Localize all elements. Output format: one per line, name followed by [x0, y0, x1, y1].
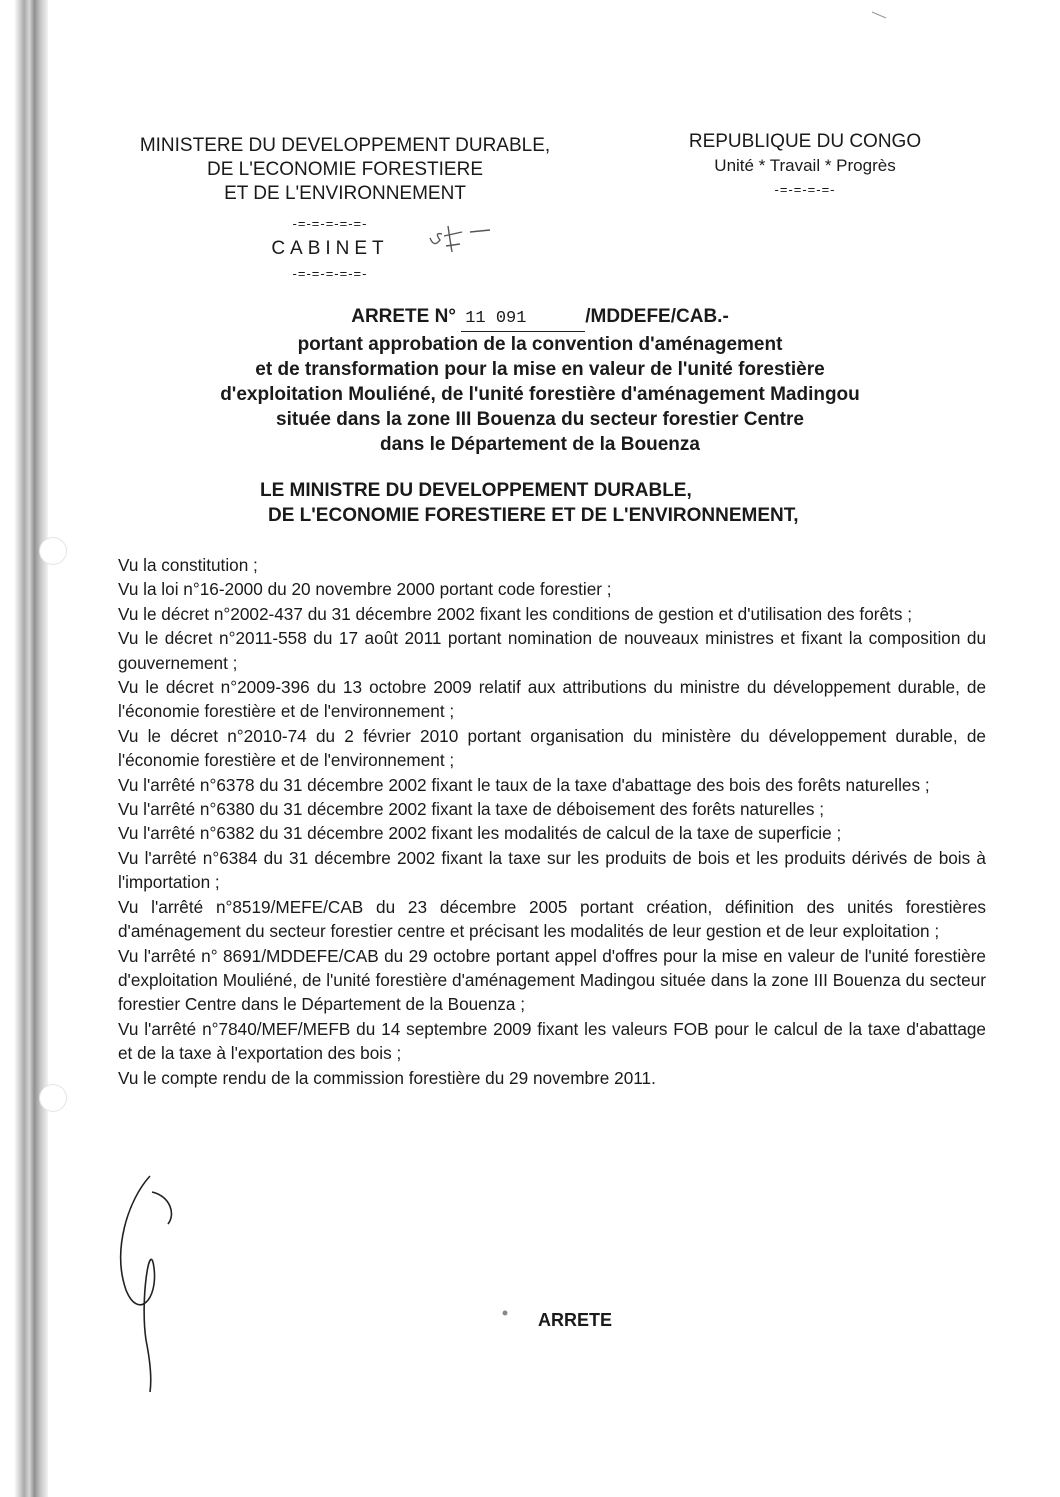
- ministry-line-1: MINISTERE DU DEVELOPPEMENT DURABLE,: [139, 135, 551, 156]
- punch-hole-bottom: [40, 1085, 66, 1111]
- republic-separator: -=-=-=-=-: [774, 182, 836, 197]
- republic-name: REPUBLIQUE DU CONGO: [688, 131, 922, 152]
- consideration-item: Vu le décret n°2009-396 du 13 octobre 2009 relatif aux attributions du ministre du développement durable, de l'économie forestière et de l'environnement ;: [118, 677, 986, 722]
- consideration-item: Vu le compte rendu de la commission forestière du 29 novembre 2011.: [118, 1067, 656, 1088]
- consideration-item: Vu l'arrêté n°6378 du 31 décembre 2002 fixant le taux de la taxe d'abattage des bois des forêts naturelles ;: [118, 774, 930, 795]
- consideration-item: Vu le décret n°2010-74 du 2 février 2010 portant organisation du ministère du développement durable, de l'économie forestière et de l'environnement ;: [118, 725, 986, 771]
- minister-heading: [260, 478, 900, 528]
- republic-motto: Unité * Travail * Progrès: [714, 156, 896, 175]
- minister-line-1: LE MINISTRE DU DEVELOPPEMENT DURABLE,: [260, 480, 692, 501]
- consideration-item: Vu l'arrêté n°7840/MEF/MEFB du 14 septembre 2009 fixant les valeurs FOB pour le calcul de la taxe d'abattage et de la taxe à l'exportation des bois ;: [118, 1018, 986, 1064]
- scan-mark: [872, 12, 886, 18]
- considerations-list: [118, 553, 986, 1090]
- consideration-item: Vu le décret n°2011-558 du 17 août 2011 portant nomination de nouveaux ministres et fixant la composition du gouvernement ;: [118, 628, 986, 673]
- cabinet-label: CABINET: [271, 238, 389, 259]
- ministry-line-2: DE L'ECONOMIE FORESTIERE: [206, 159, 483, 180]
- ink-speck: [503, 1311, 508, 1316]
- consideration-item: Vu l'arrêté n°6382 du 31 décembre 2002 fixant les modalités de calcul de la taxe de superficie ;: [118, 823, 842, 844]
- consideration-item: Vu la loi n°16-2000 du 20 novembre 2000 portant code forestier ;: [118, 579, 612, 600]
- punch-hole-top: [40, 538, 66, 564]
- subject-line-2: et de transformation pour la mise en valeur de l'unité forestière: [255, 359, 825, 380]
- arrete-suffix: /MDDEFE/CAB.-: [585, 306, 729, 327]
- arrete-prefix: ARRETE N°: [351, 306, 456, 327]
- binding-strip: [14, 0, 48, 1497]
- minister-line-2: DE L'ECONOMIE FORESTIERE ET DE L'ENVIRONNEMENT,: [268, 505, 799, 526]
- cabinet-block: [230, 212, 430, 286]
- consideration-item: Vu l'arrêté n°6384 du 31 décembre 2002 fixant la taxe sur les produits de bois et les produits dérivés de bois à l'importation ;: [118, 847, 986, 893]
- handwritten-signature: [121, 1176, 172, 1392]
- subject-line-4: située dans la zone III Bouenza du secteur forestier Centre: [276, 409, 804, 430]
- ministry-line-3: ET DE L'ENVIRONNEMENT: [224, 183, 466, 204]
- arrete-heading: ARRETE: [538, 1310, 613, 1330]
- ministry-separator: -=-=-=-=-=-: [292, 216, 368, 231]
- cabinet-separator: -=-=-=-=-=-: [292, 266, 368, 281]
- consideration-item: Vu l'arrêté n° 8691/MDDEFE/CAB du 29 octobre portant appel d'offres pour la mise en valeur de l'unité forestière d'exploitation Mouliéné, de l'unité forestière d'aménagement Madingou située dans la zone III Bouenza du secteur forestier Centre dans le Département de la Bouenza ;: [118, 945, 986, 1015]
- subject-line-5: dans le Département de la Bouenza: [380, 434, 700, 455]
- handwritten-initials: [430, 226, 490, 252]
- decree-title: [160, 304, 920, 457]
- republic-header: [655, 130, 955, 202]
- consideration-item: Vu l'arrêté n°6380 du 31 décembre 2002 fixant la taxe de déboisement des forêts naturelles ;: [118, 799, 825, 820]
- arrete-number-line: [160, 304, 920, 332]
- consideration-item: Vu l'arrêté n°8519/MEFE/CAB du 23 décembre 2005 portant création, définition des unités forestières d'aménagement du secteur forestier centre et précisant les modalités de leur gestion et de leur exploitation ;: [118, 896, 986, 942]
- subject-line-3: d'exploitation Mouliéné, de l'unité forestière d'aménagement Madingou: [220, 384, 860, 405]
- consideration-item: Vu le décret n°2002-437 du 31 décembre 2002 fixant les conditions de gestion et d'utilisation des forêts ;: [118, 603, 912, 624]
- arrete-number: 11 091: [461, 306, 585, 332]
- consideration-item: Vu la constitution ;: [118, 555, 258, 575]
- ministry-header: [105, 134, 585, 206]
- subject-line-1: portant approbation de la convention d'aménagement: [297, 334, 783, 355]
